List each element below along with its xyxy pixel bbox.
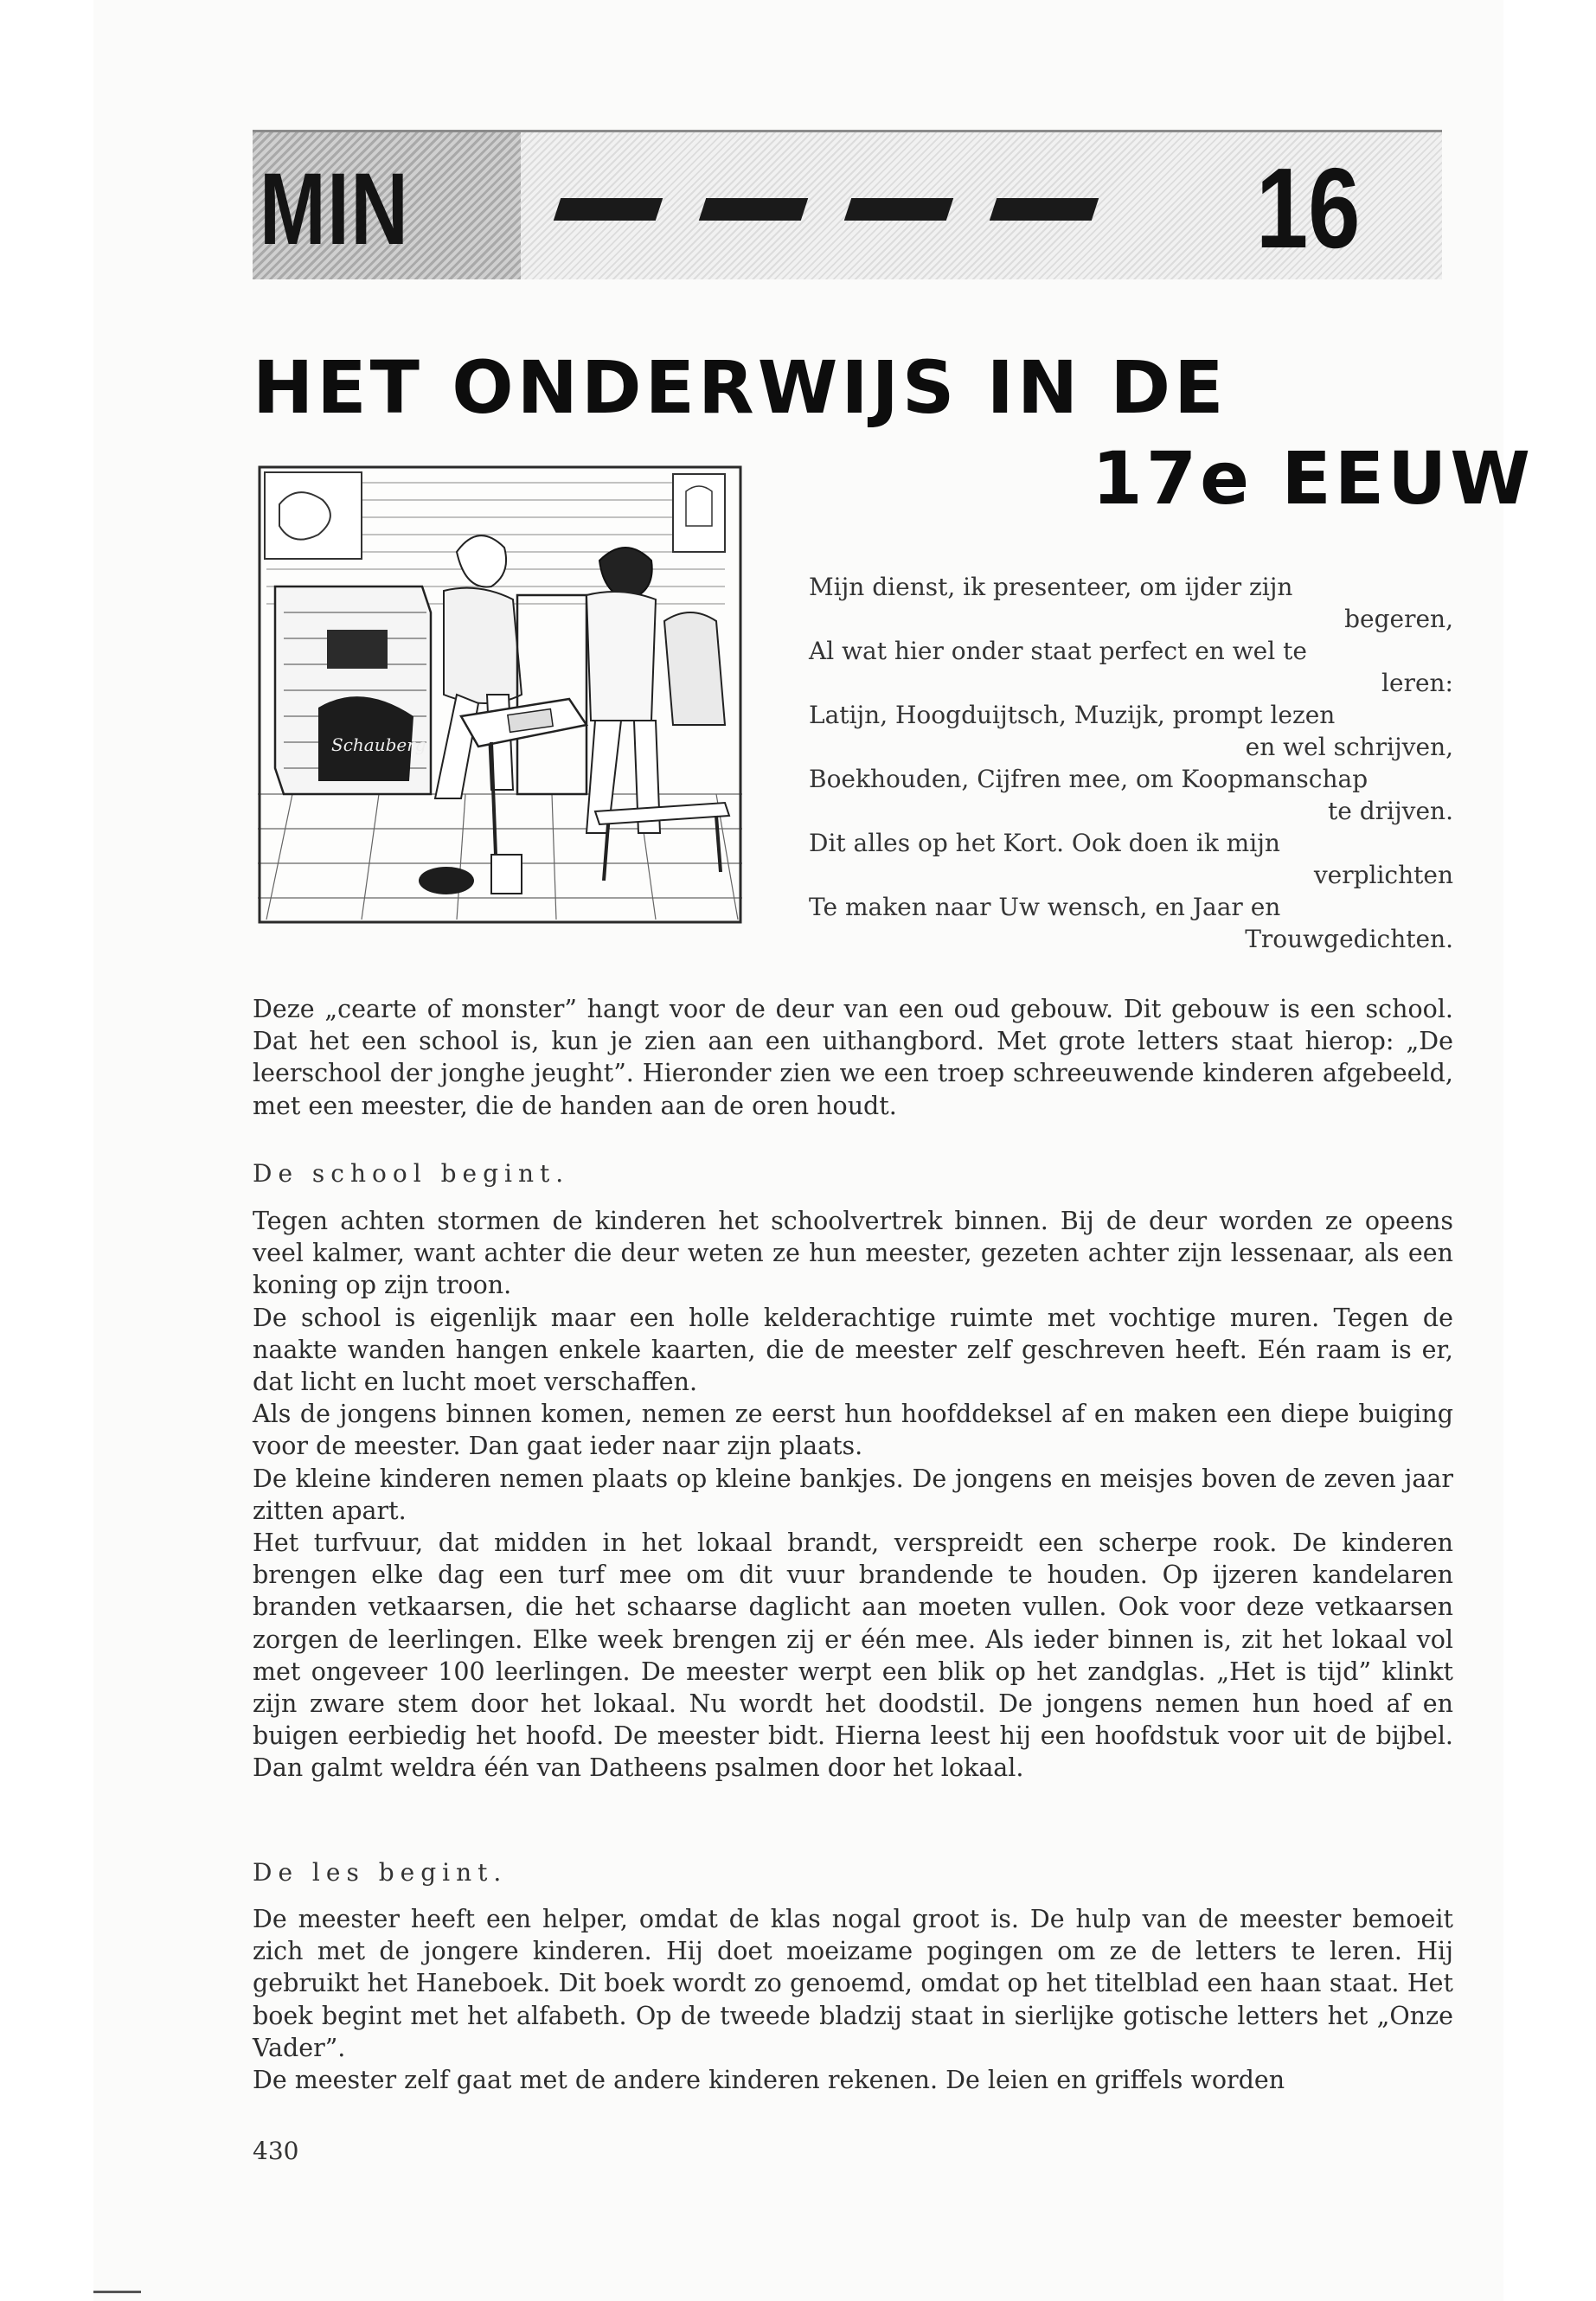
chapter-number: 16 [1256,144,1361,272]
poem-line: leren: [1381,669,1453,697]
classroom-illustration [258,465,742,924]
page-title-line-1: HET ONDERWIJS IN DE [253,345,1227,430]
poem-quote [809,571,1453,955]
section-school-begint [253,1205,1453,1785]
intro-text: Deze „cearte of monster” hangt voor de deur van een oud gebouw. Dit gebouw is een school. Dat het een school is, kun je zien aan een uithangbord. Met grote letters staat hierop: „De leerschool der jonghe jeught”. Hieronder zien we een troep schreeuwende kinderen afgebeeld, met een meester, die de handen aan de oren houdt. [253,995,1453,1120]
section-les-begint [253,1903,1453,2096]
page-number: 430 [253,2137,299,2165]
poem-line: Latijn, Hoogduijtsch, Muzijk, prompt lezen [809,701,1336,729]
illustration-sign-text: Schauberg [331,734,426,755]
paragraph: De school is eigenlijk maar een holle kelderachtige ruimte met vochtige muren. Tegen de naakte wanden hangen enkele kaarten, die de meester zelf geschreven heeft. Eén raam is er, dat licht en lucht moet verschaffen. [253,1303,1453,1397]
section-heading-les-begint: De les begint. [253,1858,508,1887]
header-dash [990,198,1099,221]
paragraph: De kleine kinderen nemen plaats op kleine bankjes. De jongens en meisjes boven de zeven jaar zitten apart. [253,1464,1453,1525]
poem-line: Te maken naar Uw wensch, en Jaar en [809,893,1281,921]
poem-line: Dit alles op het Kort. Ook doen ik mijn [809,829,1280,857]
poem-line: Trouwgedichten. [1245,925,1453,953]
poem-line: verplichten [1313,861,1453,889]
header-dash [844,198,953,221]
header-dash [554,198,663,221]
header-dash [699,198,808,221]
paragraph: Het turfvuur, dat midden in het lokaal brandt, verspreidt een scherpe rook. De kinderen brengen elke dag een turf mee om dit vuur brandende te houden. Op ijzeren kandelaren branden vetkaarsen, die het schaarse daglicht aan moeten vullen. Ook voor deze vetkaarsen zorgen de leerlingen. Elke week brengen zij er één mee. Als ieder binnen is, zit het lokaal vol met ongeveer 100 leerlingen. De meester werpt een blik op het zandglas. „Het is tijd” klinkt zijn zware stem door het lokaal. Nu wordt het doodstil. De jongens nemen hun hoed af en buigen eerbiedig het hoofd. De meester bidt. Hierna leest hij een hoofdstuk voor uit de bijbel. Dan galmt weldra één van Datheens psalmen door het lokaal. [253,1529,1453,1783]
section-heading-school-begint: De school begint. [253,1159,570,1188]
paragraph: De meester heeft een helper, omdat de klas nogal groot is. De hulp van de meester bemoeit zich met de jongere kinderen. Hij doet moeizame pogingen om ze de letters te leren. Hij gebruikt het Haneboek. Dit boek wordt zo genoemd, omdat op het titelblad een haan staat. Het boek begint met het alfabeth. Op de tweede bladzij staat in sierlijke gotische letters het „Onze Vader”. [253,1905,1453,2062]
poem-line: Al wat hier onder staat perfect en wel te [809,637,1307,665]
poem-line: te drijven. [1328,797,1453,825]
chapter-header-band [253,130,1442,279]
crop-mark [93,2291,141,2293]
intro-paragraph [253,993,1453,1122]
paragraph: Tegen achten stormen de kinderen het schoolvertrek binnen. Bij de deur worden ze opeens veel kalmer, want achter die deur weten ze hun meester, gezeten achter zijn lessenaar, als een koning op zijn troon. [253,1207,1453,1300]
poem-line: Mijn dienst, ik presenteer, om ijder zijn [809,573,1293,601]
poem-line: begeren, [1344,605,1453,633]
poem-line: Boekhouden, Cijfren mee, om Koopmanschap [809,765,1368,793]
page-title-line-2: 17e EEUW [1092,436,1534,521]
paragraph: Als de jongens binnen komen, nemen ze eerst hun hoofddeksel af en maken een diepe buiging voor de meester. Dan gaat ieder naar zijn plaats. [253,1400,1453,1461]
poem-line: en wel schrijven, [1245,733,1453,761]
header-prefix: MIN [260,152,410,266]
paragraph: De meester zelf gaat met de andere kinderen rekenen. De leien en griffels worden [253,2066,1285,2095]
